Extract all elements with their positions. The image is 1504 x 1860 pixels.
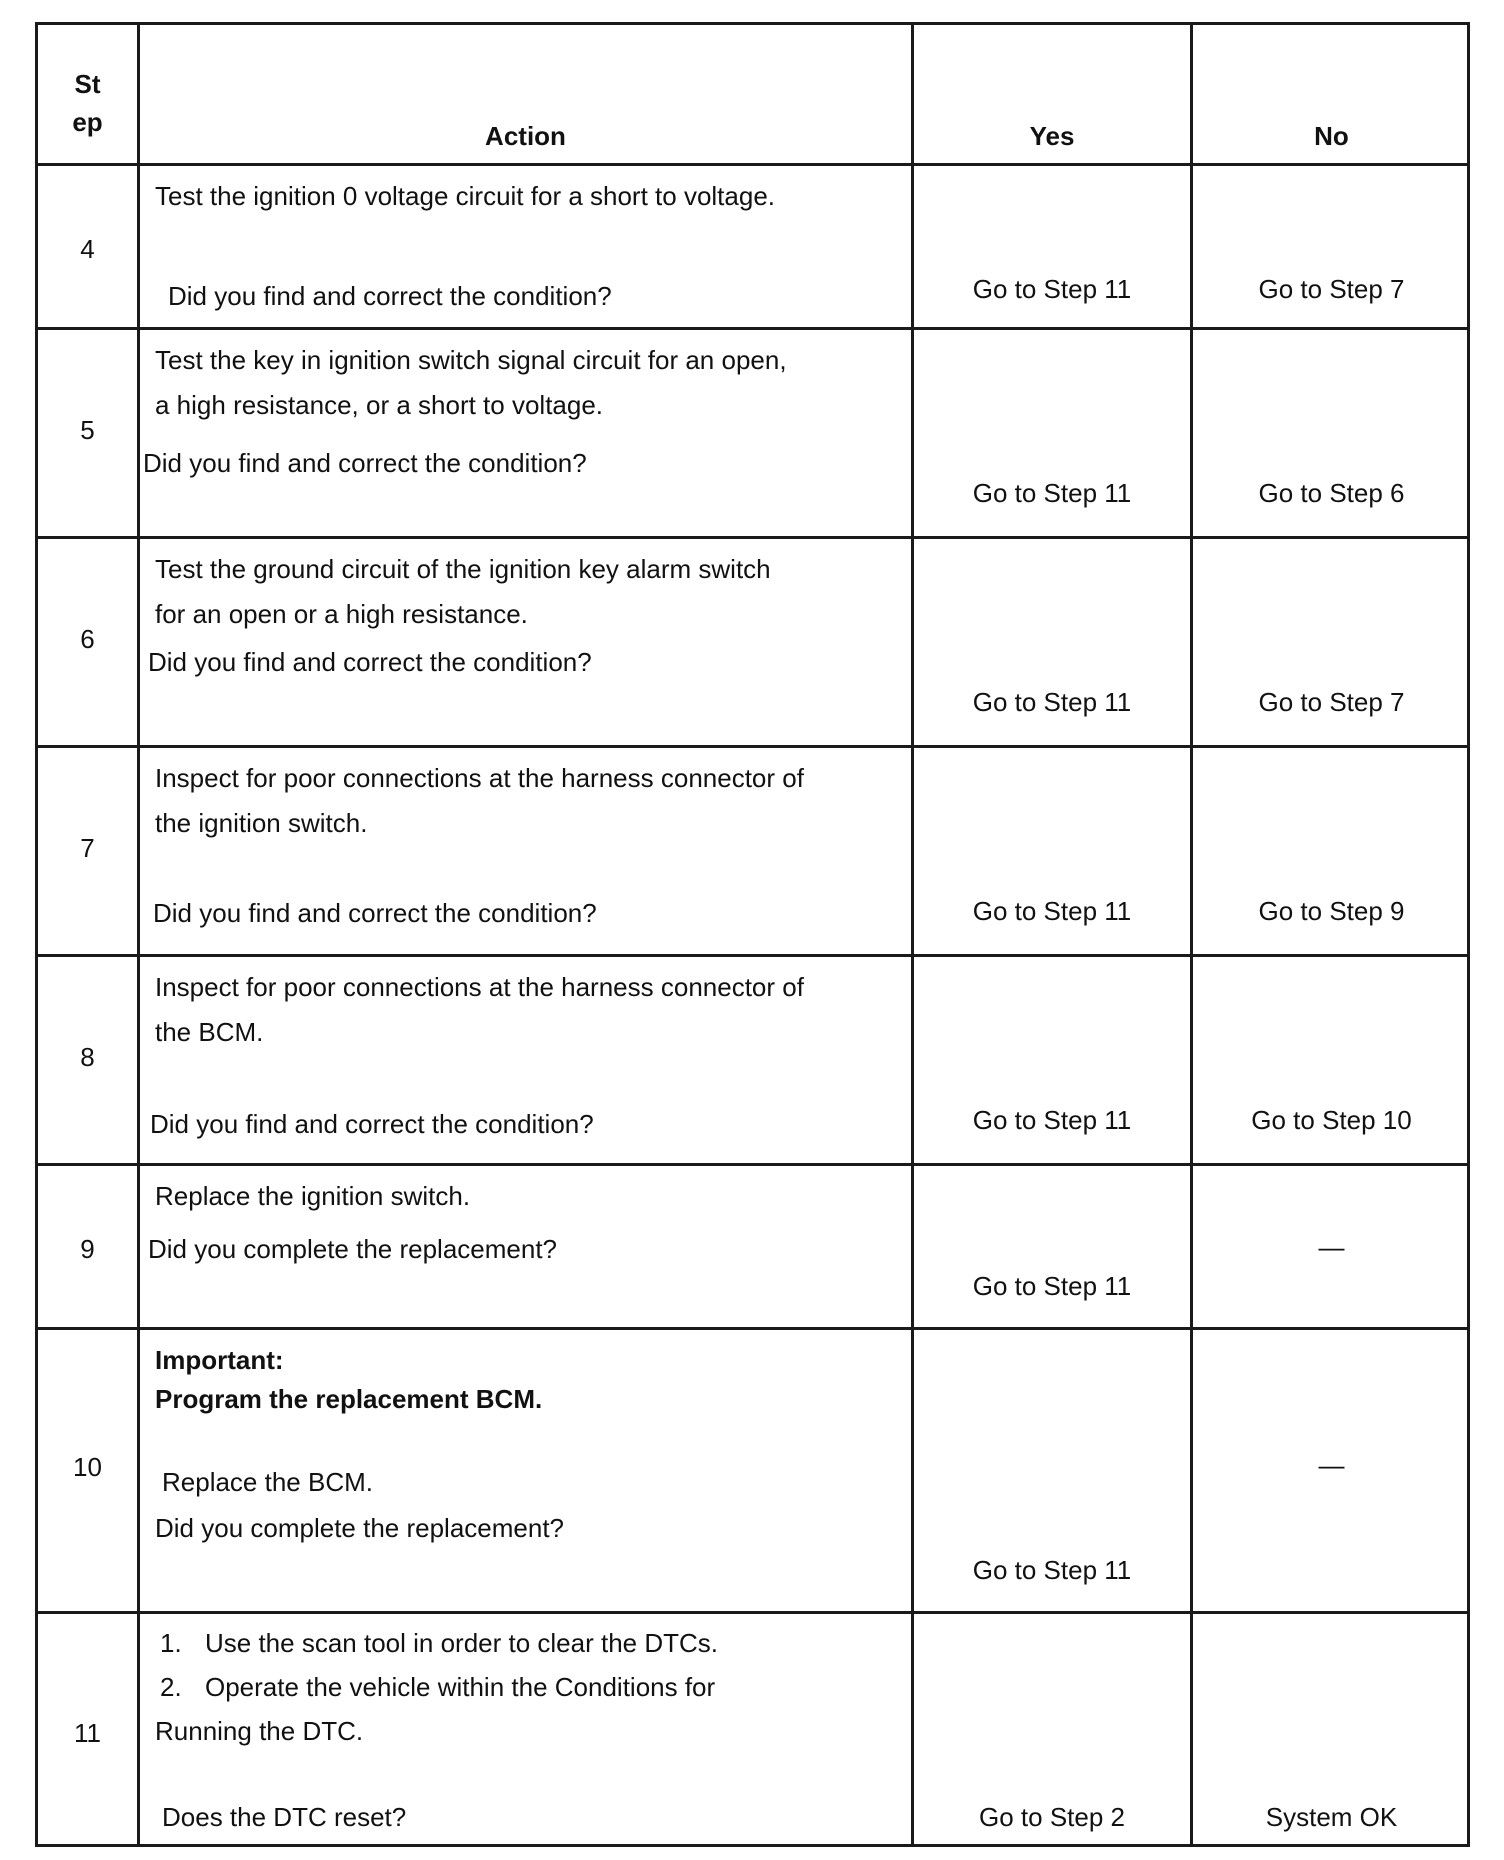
no-cell [1193,166,1470,327]
action-text: Inspect for poor connections at the harness connector of [155,763,804,793]
no-cell [1193,957,1470,1163]
yes-result: Go to Step 11 [972,896,1132,926]
action-cell [140,539,914,745]
table-row [38,330,1467,539]
action-text: for an open or a high resistance. [155,599,528,629]
action-question: Did you complete the replacement? [155,1513,565,1543]
yes-cell [914,1166,1193,1327]
table-row [38,957,1467,1166]
step-cell [38,166,140,327]
action-question: Does the DTC reset? [162,1802,407,1832]
no-result: Go to Step 6 [1258,478,1405,508]
important-text: Program the replacement BCM. [155,1384,543,1414]
step-number: 8 [80,1042,95,1072]
table-row [38,1166,1467,1330]
header-yes: Yes [1029,121,1075,151]
table-row [38,1330,1467,1614]
header-row [38,25,1467,166]
yes-result: Go to Step 11 [972,1555,1132,1585]
yes-cell [914,330,1193,536]
yes-cell [914,1330,1193,1611]
header-step-line1: St [74,69,101,99]
yes-result: Go to Step 11 [972,274,1132,304]
action-question: Did you complete the replacement? [148,1234,558,1264]
action-cell [140,1614,914,1844]
yes-result: Go to Step 11 [972,1271,1132,1301]
action-cell [140,1330,914,1611]
action-text: Replace the BCM. [162,1467,373,1497]
no-result-dash: — [1318,1450,1345,1480]
table-row [38,748,1467,957]
no-result: System OK [1265,1802,1398,1832]
yes-cell [914,1614,1193,1844]
list-item-number: 2. [160,1672,182,1702]
no-result: Go to Step 7 [1258,274,1405,304]
no-result: Go to Step 9 [1258,896,1405,926]
step-cell [38,1166,140,1327]
list-item-number: 1. [160,1628,182,1658]
step-cell [38,539,140,745]
yes-cell [914,748,1193,954]
yes-cell [914,957,1193,1163]
action-question: Did you find and correct the condition? [153,898,597,928]
no-cell [1193,330,1470,536]
action-question: Did you find and correct the condition? [143,448,587,478]
step-number: 4 [80,234,95,264]
no-cell [1193,539,1470,745]
table-row [38,1614,1467,1844]
action-text: Replace the ignition switch. [155,1181,471,1211]
step-cell [38,1330,140,1611]
action-cell [140,1166,914,1327]
action-question: Did you find and correct the condition? [168,281,612,311]
yes-result: Go to Step 11 [972,687,1132,717]
step-number: 5 [80,415,95,445]
action-text: Test the key in ignition switch signal circuit for an open, [155,345,787,375]
action-cell [140,748,914,954]
action-question: Did you find and correct the condition? [150,1109,594,1139]
header-action: Action [485,121,566,151]
no-cell [1193,1614,1470,1844]
action-text: Test the ignition 0 voltage circuit for a short to voltage. [155,181,776,211]
step-number: 7 [80,833,95,863]
action-text: a high resistance, or a short to voltage. [155,390,604,420]
step-cell [38,1614,140,1844]
no-cell [1193,1330,1470,1611]
no-result: Go to Step 10 [1251,1105,1412,1135]
action-text: the ignition switch. [155,808,368,838]
list-item-text: Operate the vehicle within the Conditions for [205,1672,716,1702]
step-number: 10 [73,1452,102,1482]
action-text: Test the ground circuit of the ignition key alarm switch [155,554,771,584]
step-cell [38,748,140,954]
diagnostic-table [35,22,1470,1847]
action-question: Did you find and correct the condition? [148,647,592,677]
step-number: 11 [74,1718,101,1748]
list-item-text: Use the scan tool in order to clear the DTCs. [205,1628,719,1658]
yes-result: Go to Step 11 [972,478,1132,508]
step-cell [38,330,140,536]
header-no-cell [1193,25,1470,163]
header-action-cell [140,25,914,163]
yes-cell [914,539,1193,745]
action-cell [140,166,914,327]
header-no: No [1314,121,1349,151]
no-cell [1193,748,1470,954]
no-result: Go to Step 7 [1258,687,1405,717]
step-number: 9 [80,1234,95,1264]
action-cell [140,957,914,1163]
table-row [38,539,1467,748]
step-cell [38,957,140,1163]
action-text: the BCM. [155,1017,264,1047]
header-yes-cell [914,25,1193,163]
action-cell [140,330,914,536]
header-step-line2: ep [72,107,103,137]
table-row [38,166,1467,330]
yes-result: Go to Step 2 [979,1802,1125,1832]
yes-result: Go to Step 11 [972,1105,1132,1135]
step-number: 6 [80,624,95,654]
action-text: Inspect for poor connections at the harness connector of [155,972,804,1002]
important-label: Important: [155,1345,284,1375]
header-step-cell [38,25,140,163]
no-cell [1193,1166,1470,1327]
yes-cell [914,166,1193,327]
list-continuation: Running the DTC. [155,1716,364,1746]
no-result-dash: — [1318,1232,1345,1262]
